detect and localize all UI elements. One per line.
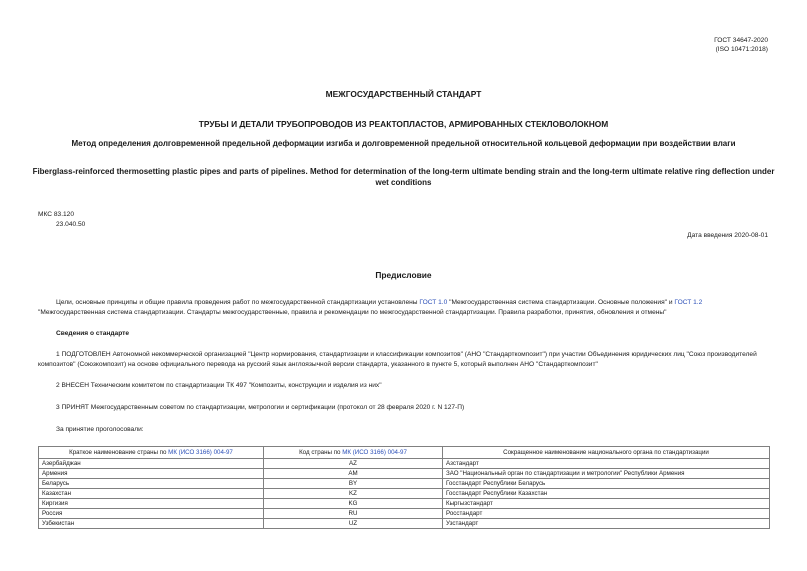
org-cell: Росстандарт [443, 509, 770, 519]
org-cell: Кыргызстандарт [443, 499, 770, 509]
vote-intro: За принятие проголосовали: [56, 426, 144, 433]
table-row [39, 459, 770, 469]
standard-info-heading: Сведения о стандарте [56, 330, 130, 337]
code-cell: BY [264, 479, 443, 489]
table-row [39, 499, 770, 509]
code-cell: AZ [264, 459, 443, 469]
code-cell: RU [264, 509, 443, 519]
country-cell: Узбекистан [39, 519, 264, 529]
document-subtitle-en: Fiberglass-reinforced thermosetting plastic pipes and parts of pipelines. Method for determination of the long-term ultimate bending strain and the long-term ultimate relative ring deflection under wet conditions [32, 167, 775, 187]
foreword-text-b: "Межгосударственная система стандартизации. Основные положения" и [447, 299, 675, 306]
mk-iso-link[interactable]: МК (ИСО 3166) 004-97 [168, 449, 233, 456]
table-row [39, 479, 770, 489]
effective-date: Дата введения 2020-08-01 [687, 232, 768, 239]
code-cell: KG [264, 499, 443, 509]
standard-type-heading: МЕЖГОСУДАРСТВЕННЫЙ СТАНДАРТ [325, 89, 482, 99]
document-subtitle-ru: Метод определения долговременной предельной деформации изгиба и долговременной предельной относительной кольцевой деформации при воздействии влаги [71, 139, 736, 148]
code-cell: AM [264, 469, 443, 479]
org-cell: Госстандарт Республики Беларусь [443, 479, 770, 489]
gost-1-0-link[interactable]: ГОСТ 1.0 [419, 299, 448, 306]
org-cell: Азстандарт [443, 459, 770, 469]
table-row [39, 519, 770, 529]
org-cell: Госстандарт Республики Казахстан [443, 489, 770, 499]
country-cell: Беларусь [39, 479, 264, 489]
table-row [39, 509, 770, 519]
table-header-row [39, 447, 770, 459]
document-title: ТРУБЫ И ДЕТАЛИ ТРУБОПРОВОДОВ ИЗ РЕАКТОПЛАСТОВ, АРМИРОВАННЫХ СТЕКЛОВОЛОКНОМ [198, 119, 609, 129]
mk-iso-link[interactable]: МК (ИСО 3166) 004-97 [342, 449, 407, 456]
document-code [714, 36, 768, 54]
header-country-name: Краткое наименование страны по МК (ИСО 3166) 004-97 [39, 447, 264, 459]
iso-number: (ISO 10471:2018) [715, 46, 768, 53]
foreword-heading: Предисловие [375, 270, 432, 280]
code-cell: UZ [264, 519, 443, 529]
table-row [39, 469, 770, 479]
country-cell: Россия [39, 509, 264, 519]
foreword-text-c: "Межгосударственная система стандартизации. Стандарты межгосударственные, правила и рекомендации по межгосударственной стандартизации. Правила разработки, принятия, обновления и отмены" [38, 309, 667, 316]
mks-code-2: 23.040.50 [56, 221, 86, 228]
table-row [39, 489, 770, 499]
country-cell: Армения [39, 469, 264, 479]
country-cell: Азербайджан [39, 459, 264, 469]
org-cell: Узстандарт [443, 519, 770, 529]
item-1-prepared: 1 ПОДГОТОВЛЕН Автономной некоммерческой организацией "Центр нормирования, стандартизации и классификации композитов" (АНО "Стандарткомпозит") при участии Объединения юридических лиц "Союз производителей композитов" (Союзкомпозит) на основе официального перевода на русский язык англоязычной версии стандарта, указанного в пункте 5, который выполнен АНО "Стандарткомпозит" [38, 351, 757, 368]
gost-1-2-link[interactable]: ГОСТ 1.2 [674, 299, 703, 306]
item-2-introduced: 2 ВНЕСЕН Техническим комитетом по стандартизации ТК 497 "Композиты, конструкции и изделия из них" [56, 382, 382, 389]
gost-number: ГОСТ 34647-2020 [714, 37, 768, 44]
header-national-body: Сокращенное наименование национального органа по стандартизации [443, 447, 770, 459]
item-3-adopted: 3 ПРИНЯТ Межгосударственным советом по стандартизации, метрологии и сертификации (протокол от 28 февраля 2020 г. N 127-П) [56, 404, 465, 411]
header-country-code: Код страны по МК (ИСО 3166) 004-97 [264, 447, 443, 459]
voting-countries-table [38, 446, 770, 529]
code-cell: KZ [264, 489, 443, 499]
mks-code-1: МКС 83.120 [38, 211, 75, 218]
country-cell: Киргизия [39, 499, 264, 509]
foreword-text-a: Цели, основные принципы и общие правила проведения работ по межгосударственной стандартизации установлены [56, 299, 420, 306]
foreword-paragraph [38, 298, 770, 318]
org-cell: ЗАО "Национальный орган по стандартизации и метрологии" Республики Армения [443, 469, 770, 479]
country-cell: Казахстан [39, 489, 264, 499]
